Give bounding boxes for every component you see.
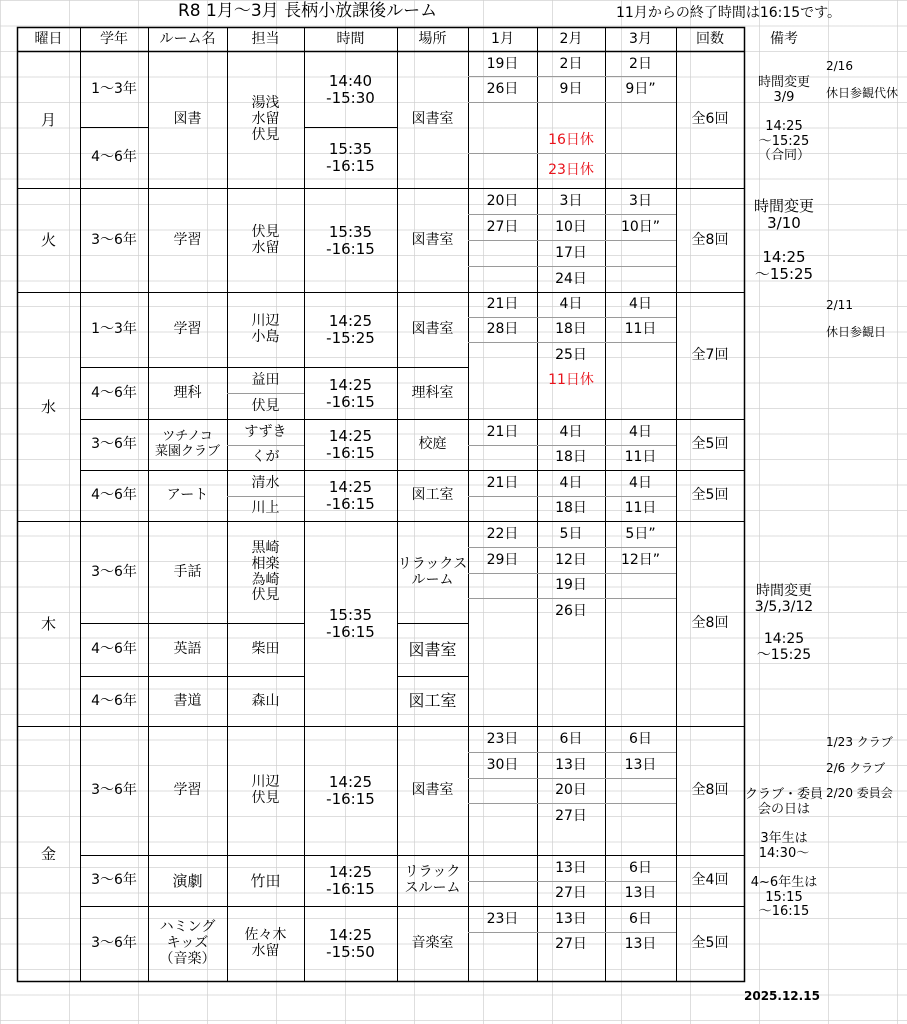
date-cell: 23日 [486,910,519,927]
place-cell: 図書室 [411,231,454,248]
date-cell-holiday: 16日休 [548,132,594,149]
staff-cell: 黒崎 相楽 為崎 伏見 [251,539,280,604]
day-thu: 木 [40,614,56,633]
date-cell-holiday: 11日休 [548,372,594,389]
date-cell: 27日 [555,807,587,824]
staff-cell: 竹田 [250,871,281,890]
date-cell: 22日 [486,525,519,542]
count-cell: 全6回 [691,111,729,128]
time-cell: 14:25 -16:15 [326,478,375,513]
date-cell: 18日 [555,449,587,466]
room-cell: ハミング キッズ （音楽） [159,919,216,967]
count-cell: 全8回 [691,782,729,799]
date-cell: 27日 [486,218,519,235]
grade-cell: 4～6年 [91,487,137,504]
time-cell: 14:25 -16:15 [326,427,375,462]
header-staff: 担当 [251,30,280,47]
time-cell: 14:25 -16:15 [326,773,375,808]
time-cell: 15:35 -16:15 [326,222,375,258]
date-cell: 13日 [624,885,657,902]
side-note: 1/23 クラブ [826,735,893,749]
room-cell: 図書 [173,111,202,128]
place-cell: 図工室 [411,487,454,504]
remarks-cell: 時間変更 3/9 14:25 ～15:25 （合同） [757,74,810,164]
date-cell: 4日 [629,474,652,491]
date-cell: 27日 [555,936,587,953]
staff-cell: すずき [244,423,287,440]
date-cell: 6日 [559,730,583,747]
date-cell: 11日 [624,449,657,466]
remarks-cell: 時間変更 3/10 14:25 ～15:25 [753,197,814,283]
date-cell: 10日 [555,218,587,235]
date-cell: 21日 [486,474,519,491]
time-cell: 14:25 -15:25 [326,312,375,347]
date-cell: 13日 [624,756,657,773]
side-note: 休日参観代休 [826,86,899,100]
header-day: 曜日 [34,30,63,47]
count-cell: 全5回 [691,436,729,453]
date-cell: 19日 [555,577,587,594]
date-cell: 19日 [486,55,519,72]
date-cell: 2日 [629,55,652,72]
date-cell: 12日 [555,551,587,568]
header-count: 回数 [696,30,724,47]
place-cell: 音楽室 [411,935,454,952]
side-note: 2/16 [826,59,853,73]
grade-cell: 1～3年 [91,80,137,97]
place-cell: 図工室 [408,691,457,711]
date-cell: 13日 [555,910,587,927]
count-cell: 全7回 [691,347,729,364]
header-grade: 学年 [100,30,128,47]
time-cell: 15:35 -16:15 [326,140,375,175]
end-time-note: 11月からの終了時間は16:15です。 [616,5,842,21]
date-cell: 21日 [486,296,519,313]
date-cell: 5日” [625,525,656,542]
day-fri: 金 [40,844,56,863]
date-cell: 13日 [555,859,587,876]
room-cell: 英語 [173,641,202,658]
date-cell: 18日 [555,321,587,338]
staff-cell: くが [251,449,280,466]
page-title: R8 1月～3月 長柄小放課後ルーム [178,1,438,21]
count-cell: 全4回 [691,872,729,889]
date-cell: 10日” [620,218,661,235]
grade-cell: 1～3年 [91,321,137,338]
grade-cell: 3～6年 [91,872,137,889]
date-cell: 6日 [629,730,652,747]
date-cell: 13日 [555,756,587,773]
date-cell: 27日 [555,885,587,902]
count-cell: 全8回 [691,615,729,632]
header-room: ルーム名 [159,30,216,47]
count-cell: 全5回 [691,487,729,504]
grade-cell: 3～6年 [91,935,137,952]
side-note: 2/20 委員会 [826,786,893,800]
date-cell: 26日 [555,602,587,619]
date-cell: 11日 [624,321,657,338]
time-cell: 14:25 -15:50 [326,926,375,961]
date-cell-holiday: 23日休 [548,162,594,179]
date-cell: 24日 [555,270,587,287]
date-cell: 28日 [486,321,519,338]
place-cell: 図書室 [411,111,454,128]
date-cell: 4日 [559,296,583,313]
count-cell: 全5回 [691,935,729,952]
date-cell: 6日 [629,910,652,927]
grade-cell: 4～6年 [91,641,137,658]
date-cell: 6日 [629,859,652,876]
staff-cell: 柴田 [251,641,280,658]
place-cell: 理科室 [411,384,454,401]
day-mon: 月 [40,110,56,129]
room-cell: 手話 [173,563,202,580]
header-feb: 2月 [559,30,583,47]
grade-cell: 3～6年 [91,782,137,799]
side-note: 2/6 クラブ [826,761,886,775]
grade-cell: 4～6年 [91,692,137,709]
header-mar: 3月 [629,30,652,47]
day-tue: 火 [40,231,56,250]
date-cell: 30日 [486,756,519,773]
staff-cell: 伏見 水留 [251,223,280,256]
date-cell: 17日 [555,244,587,261]
date-cell: 11日 [624,500,657,517]
date-cell: 3日 [559,192,583,209]
issue-date: 2025.12.15 [744,989,820,1003]
staff-cell: 川辺 小島 [251,313,280,345]
time-cell: 14:25 -16:15 [326,863,375,898]
header-place: 場所 [418,30,447,47]
date-cell: 26日 [486,81,519,98]
header-time: 時間 [336,30,365,47]
date-cell: 4日 [629,296,652,313]
date-cell: 20日 [486,192,519,209]
date-cell: 2日 [559,55,583,72]
side-note: 2/11 [826,298,853,312]
room-cell: 理科 [173,384,202,401]
date-cell: 25日 [555,346,587,363]
grade-cell: 4～6年 [91,149,137,166]
grade-cell: 3～6年 [91,563,137,580]
staff-cell: 佐々木 水留 [244,927,287,959]
staff-cell: 湯浅 水留 伏見 [251,95,280,143]
staff-cell: 益田 [251,371,280,388]
date-cell: 4日 [629,423,652,440]
place-cell: 図書室 [411,782,454,799]
date-cell: 13日 [624,936,657,953]
room-cell: 学習 [173,782,202,799]
time-cell: 14:25 -16:15 [326,375,375,411]
date-cell: 20日 [555,782,587,799]
remarks-cell: クラブ・委員 会の日は 3年生は 14:30～ 4~6年生は 15:15 ～16:15 [744,786,823,920]
remarks-cell: 時間変更 3/5,3/12 14:25 ～15:25 [754,583,814,663]
date-cell: 5日 [559,525,583,542]
room-cell: 書道 [173,692,202,709]
staff-cell: 森山 [251,692,280,709]
grade-cell: 3～6年 [91,436,137,453]
staff-cell: 伏見 [251,397,280,414]
place-cell: リラック スルーム [404,864,461,896]
time-cell: 15:35 -16:15 [326,606,375,641]
date-cell: 4日 [559,423,583,440]
staff-cell: 川上 [251,500,280,517]
date-cell: 21日 [486,423,519,440]
date-cell: 9日 [559,81,583,98]
place-cell: 図書室 [411,321,454,338]
room-cell: 演劇 [172,871,203,890]
room-cell: ツチノコ 菜園クラブ [154,429,220,459]
count-cell: 全8回 [691,231,729,248]
date-cell: 18日 [555,500,587,517]
place-cell: 校庭 [418,436,447,453]
place-cell: 図書室 [408,639,457,659]
grade-cell: 4～6年 [91,384,137,401]
header-remarks: 備考 [770,30,798,47]
side-note: 休日参観日 [826,325,887,339]
date-cell: 12日” [620,551,661,568]
room-cell: 学習 [173,231,202,248]
date-cell: 4日 [559,474,583,491]
date-cell: 29日 [486,551,519,568]
staff-cell: 清水 [251,474,280,491]
date-cell: 9日” [625,81,656,98]
date-cell: 3日 [629,192,652,209]
room-cell: アート [166,487,209,504]
header-jan: 1月 [491,30,514,47]
place-cell: リラックス ルーム [397,555,468,588]
grade-cell: 3～6年 [91,231,137,248]
date-cell: 23日 [486,730,519,747]
staff-cell: 川辺 伏見 [251,774,280,806]
time-cell: 14:40 -15:30 [326,71,375,107]
day-wed: 水 [40,397,56,416]
room-cell: 学習 [173,321,202,338]
